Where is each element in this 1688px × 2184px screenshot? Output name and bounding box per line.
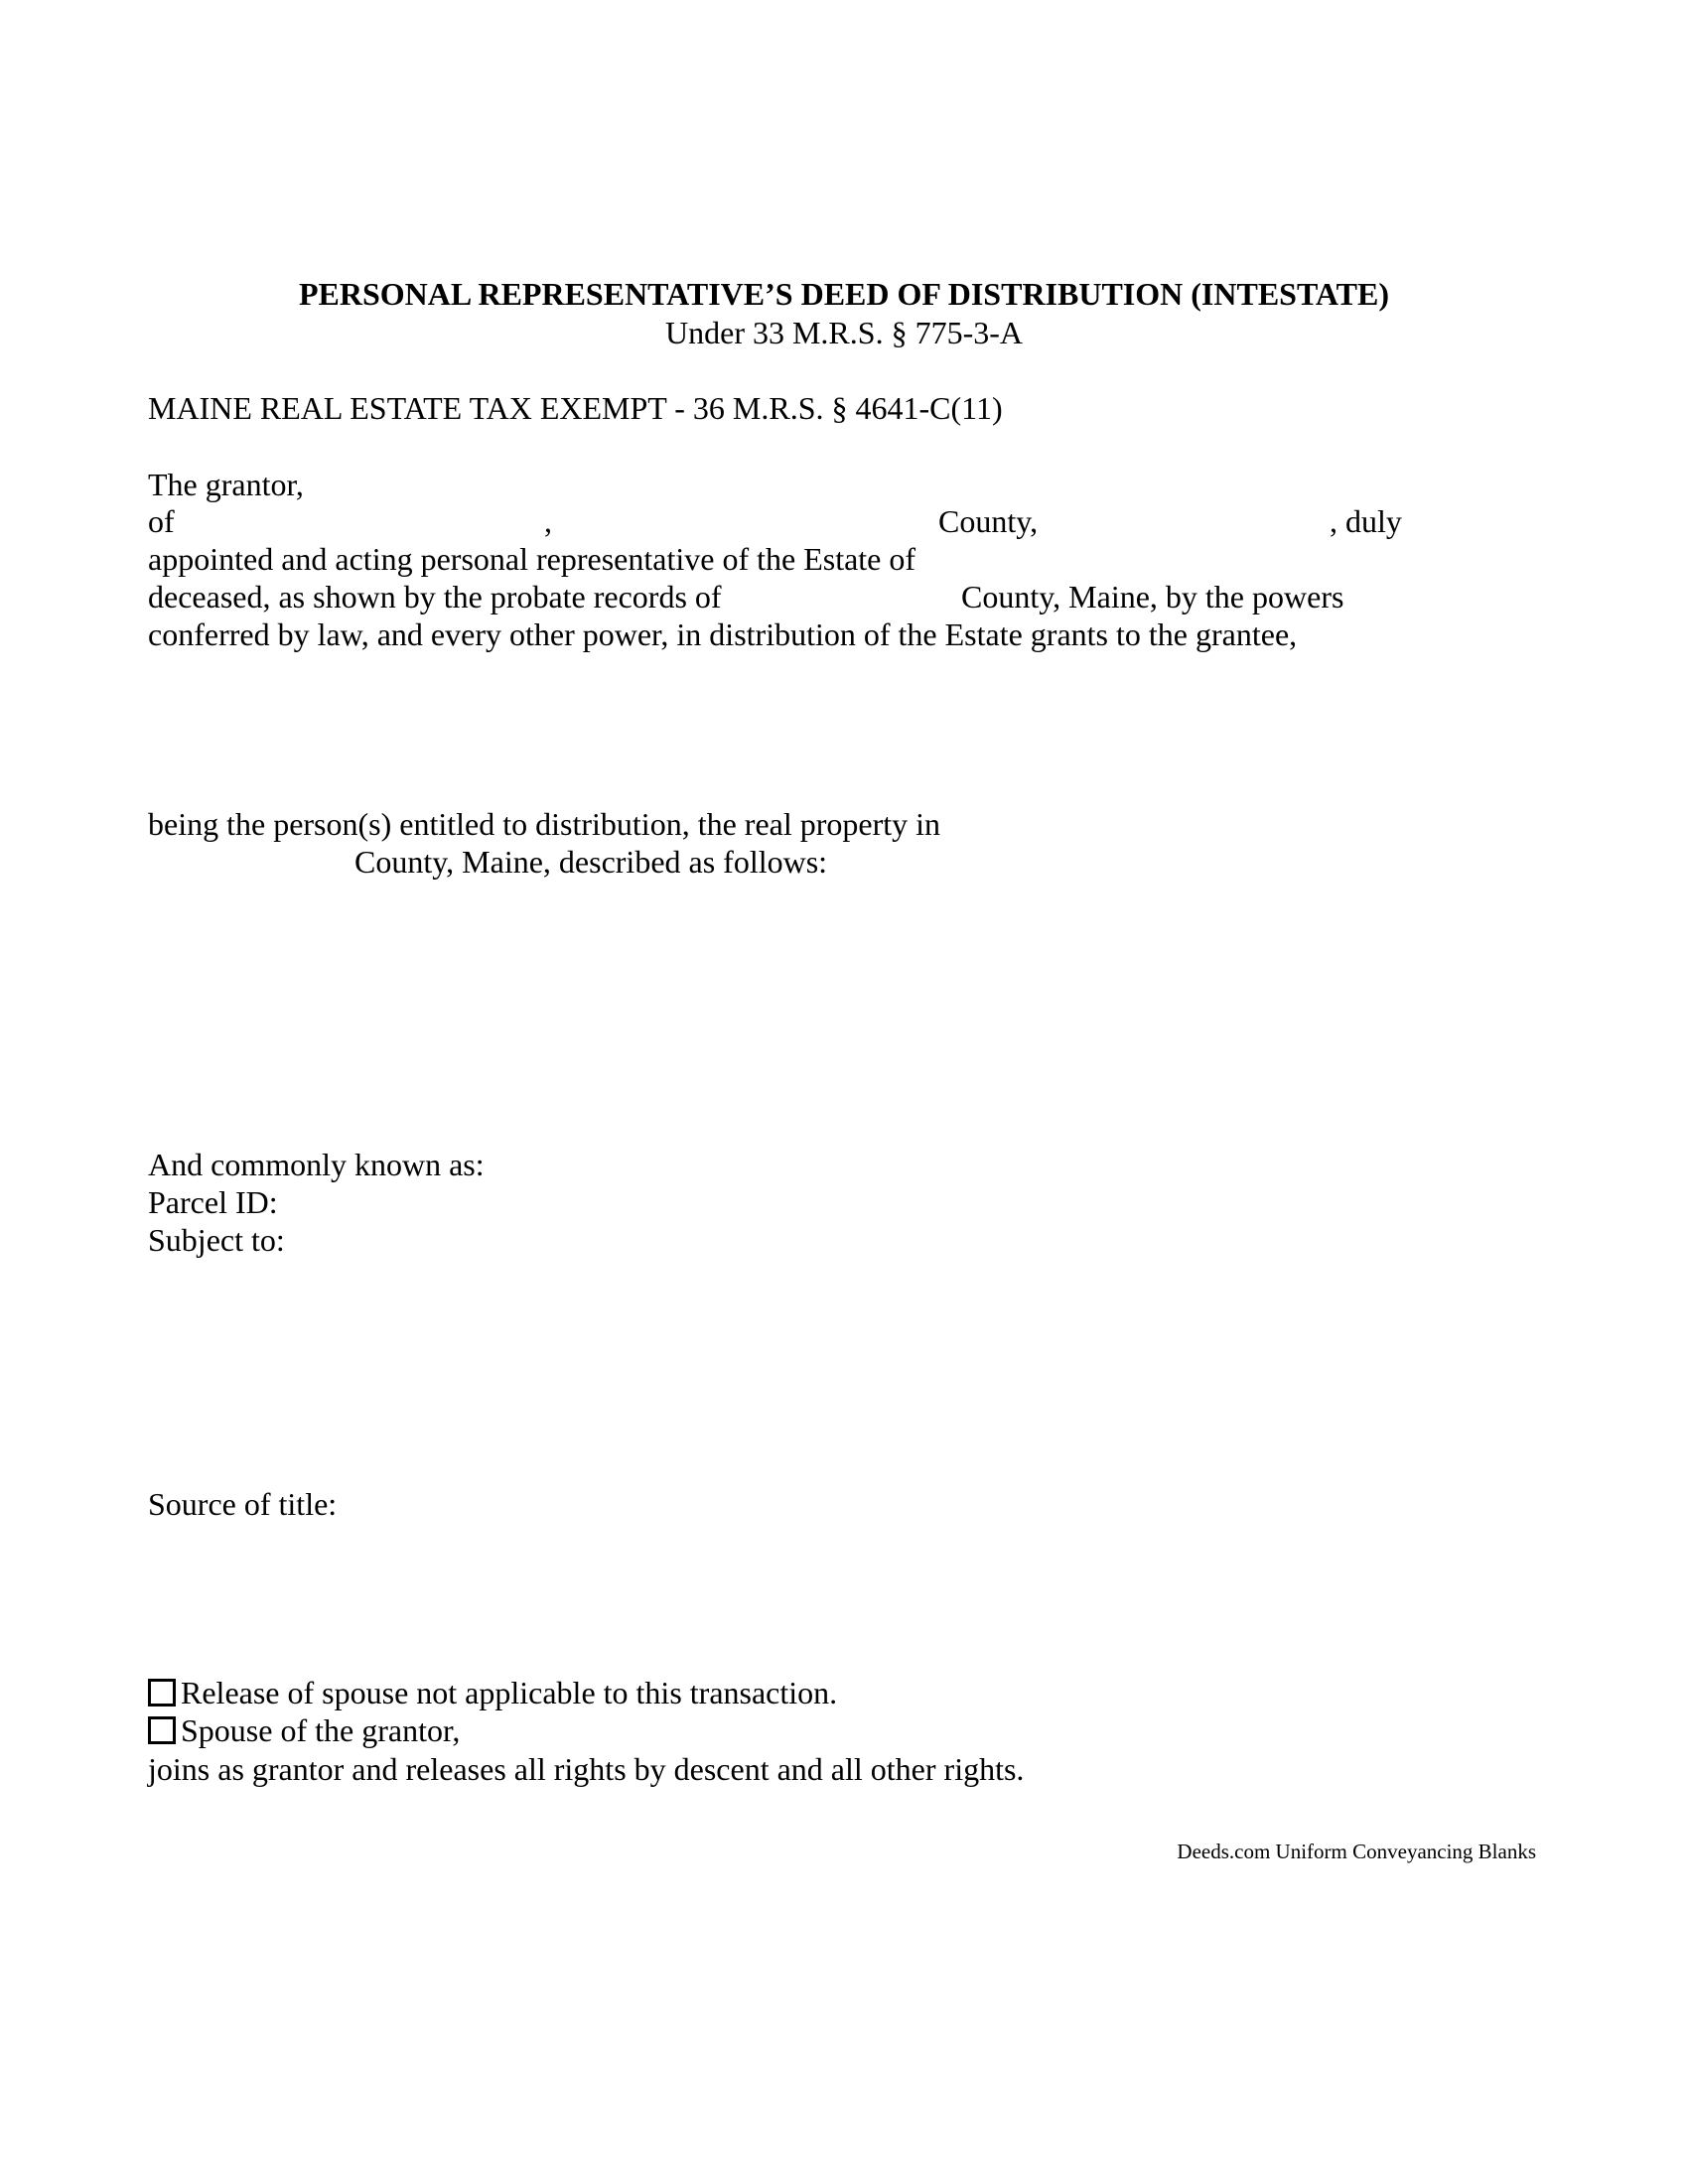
probate-records-line: deceased, as shown by the probate records of (148, 579, 722, 614)
spouse-release-line: joins as grantor and releases all rights by descent and all other rights. (148, 1751, 1025, 1787)
footer-credit: Deeds.com Uniform Conveyancing Blanks (1177, 1840, 1536, 1863)
grantor-duly-label: , duly (1330, 503, 1402, 539)
source-of-title-label: Source of title: (148, 1486, 338, 1522)
grantor-of-label: of (148, 503, 175, 539)
grantor-label: The grantor, (148, 467, 304, 502)
release-not-applicable-label: Release of spouse not applicable to this transaction. (181, 1675, 838, 1710)
spouse-of-grantor-checkbox[interactable] (148, 1716, 176, 1744)
described-line: County, Maine, described as follows: (354, 844, 828, 880)
estate-line: appointed and acting personal representative of the Estate of (148, 541, 916, 577)
probate-county-line: County, Maine, by the powers (961, 579, 1344, 614)
document-title: PERSONAL REPRESENTATIVE’S DEED OF DISTRIBUTION (INTESTATE) (298, 276, 1389, 312)
release-not-applicable-checkbox[interactable] (148, 1679, 176, 1706)
commonly-known-label: And commonly known as: (148, 1147, 485, 1182)
spouse-of-grantor-label: Spouse of the grantor, (181, 1712, 461, 1748)
conferred-line: conferred by law, and every other power, in distribution of the Estate grants to the grantee, (148, 616, 1298, 652)
grantor-county-label: County, (938, 503, 1039, 539)
tax-exempt-statement: MAINE REAL ESTATE TAX EXEMPT - 36 M.R.S. § 4641-C(11) (148, 390, 1003, 426)
parcel-id-label: Parcel ID: (148, 1184, 278, 1220)
grantor-comma: , (544, 503, 552, 539)
entitled-line: being the person(s) entitled to distribution, the real property in (148, 806, 941, 842)
document-subtitle: Under 33 M.R.S. § 775-3-A (665, 315, 1023, 350)
subject-to-label: Subject to: (148, 1222, 285, 1258)
